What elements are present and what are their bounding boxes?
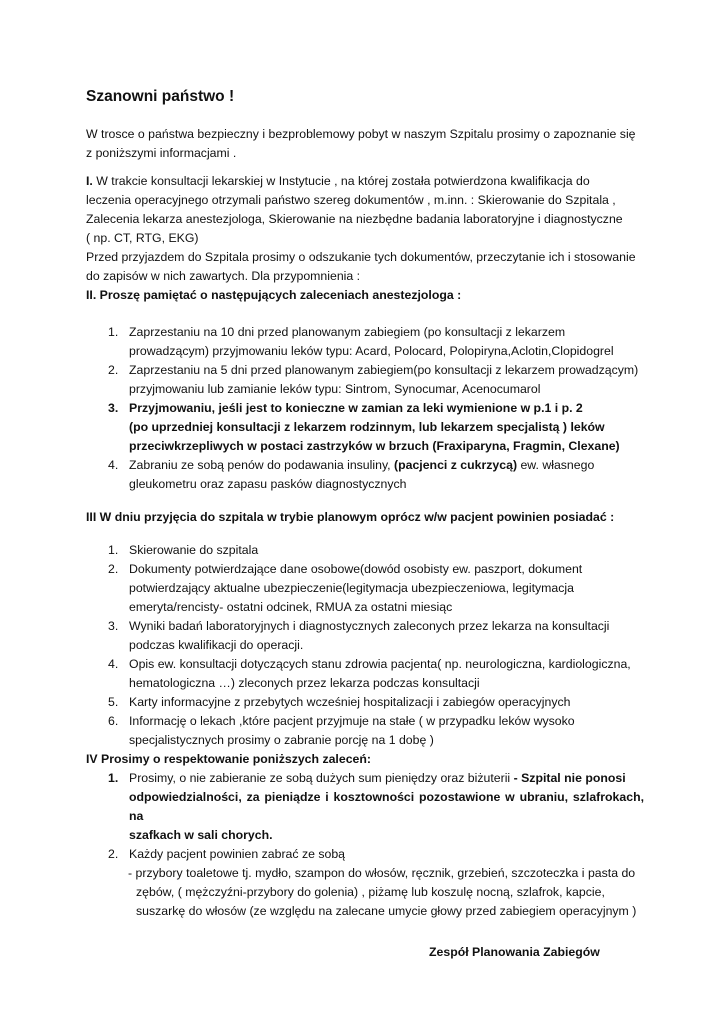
list-item bbox=[86, 617, 644, 655]
belongings-line: suszarkę do włosów (ze względu na zalecane umycie głowy przed zabiegiem operacyjnym ) bbox=[136, 904, 637, 918]
list-number: 4. bbox=[108, 657, 119, 671]
list-item-text: Prosimy, o nie zabieranie ze sobą dużych sum pieniędzy oraz biżuterii bbox=[129, 771, 514, 785]
list-item bbox=[86, 541, 644, 560]
list-item bbox=[86, 769, 644, 845]
list-number: 5. bbox=[108, 695, 119, 709]
section2-list bbox=[86, 323, 644, 494]
list-number: 4. bbox=[108, 458, 119, 472]
section1-line: leczenia operacyjnego otrzymali państwo szereg dokumentów , m.inn. : Skierowanie do Szpitala , bbox=[86, 193, 616, 207]
list-item bbox=[86, 693, 644, 712]
list-item bbox=[86, 399, 644, 456]
list-number: 1. bbox=[108, 325, 119, 339]
liability-note: - Szpital nie ponosi bbox=[513, 771, 626, 785]
section4-list bbox=[86, 769, 644, 864]
section1-line: do zapisów w nich zawartych. Dla przypomnienia : bbox=[86, 269, 361, 283]
section1-roman: I. bbox=[86, 174, 93, 188]
list-item-line: podczas kwalifikacji do operacji. bbox=[129, 638, 304, 652]
list-item-line: gleukometru oraz zapasu pasków diagnostycznych bbox=[129, 477, 407, 491]
list-number: 1. bbox=[108, 543, 119, 557]
list-item-line: Dokumenty potwierdzające dane osobowe(dowód osobisty ew. paszport, dokument bbox=[129, 562, 583, 576]
list-item bbox=[86, 361, 644, 399]
list-item-line: Skierowanie do szpitala bbox=[129, 543, 259, 557]
section4-heading: IV Prosimy o respektowanie poniższych zaleceń: bbox=[86, 752, 371, 766]
diabetes-note: (pacjenci z cukrzycą) bbox=[394, 458, 518, 472]
list-item-line: potwierdzający aktualne ubezpieczenie(legitymacja ubezpieczeniowa, legitymacja bbox=[129, 581, 574, 595]
section2-heading: II. Proszę pamiętać o następujących zaleceniach anestezjologa : bbox=[86, 288, 462, 302]
section1-line: ( np. CT, RTG, EKG) bbox=[86, 231, 199, 245]
list-number: 3. bbox=[108, 401, 119, 415]
list-number: 1. bbox=[108, 771, 119, 785]
intro-line: z poniższymi informacjami . bbox=[86, 146, 237, 160]
list-number: 6. bbox=[108, 714, 119, 728]
list-number: 2. bbox=[108, 363, 119, 377]
list-item-line bbox=[129, 769, 644, 788]
section1-line: Zalecenia lekarza anestezjologa, Skierowanie na niezbędne badania laboratoryjne i diagnostyczne bbox=[86, 212, 623, 226]
list-item-line: przeciwkrzepliwych w postaci zastrzyków w brzuch (Fraxiparyna, Fragmin, Clexane) bbox=[129, 439, 620, 453]
liability-note: szafkach w sali chorych. bbox=[129, 828, 273, 842]
list-item-line: Zaprzestaniu na 10 dni przed planowanym zabiegiem (po konsultacji z lekarzem bbox=[129, 325, 566, 339]
list-item bbox=[86, 456, 644, 494]
signature: Zespół Planowania Zabiegów bbox=[429, 945, 600, 959]
page-title: Szanowni państwo ! bbox=[86, 88, 235, 105]
list-item-line: Każdy pacjent powinien zabrać ze sobą bbox=[129, 847, 346, 861]
list-item-line: prowadzącym) przyjmowaniu leków typu: Acard, Polocard, Polopiryna,Aclotin,Clopidogrel bbox=[129, 344, 614, 358]
list-item-line: Karty informacyjne z przebytych wcześniej hospitalizacji i zabiegów operacyjnych bbox=[129, 695, 571, 709]
list-item bbox=[86, 323, 644, 361]
list-item-text: Zabraniu ze sobą penów do podawania insuliny, bbox=[129, 458, 395, 472]
intro-line: W trosce o państwa bezpieczny i bezproblemowy pobyt w naszym Szpitalu prosimy o zapoznanie się bbox=[86, 127, 636, 141]
list-item-line: Zaprzestaniu na 5 dni przed planowanym zabiegiem(po konsultacji z lekarzem prowadzącym) bbox=[129, 363, 639, 377]
list-item-line: emeryta/rencisty- ostatni odcinek, RMUA za ostatni miesiąc bbox=[129, 600, 453, 614]
section1-line: Przed przyjazdem do Szpitala prosimy o odszukanie tych dokumentów, przeczytanie ich i stosowanie bbox=[86, 250, 636, 264]
list-item bbox=[86, 712, 644, 750]
list-item bbox=[86, 655, 644, 693]
list-number: 2. bbox=[108, 847, 119, 861]
section3-list bbox=[86, 541, 644, 750]
list-item-text: ew. własnego bbox=[517, 458, 595, 472]
section1-line bbox=[86, 172, 644, 191]
liability-note: odpowiedzialności, za pieniądze i kosztowności pozostawione w ubraniu, szlafrokach, na bbox=[129, 790, 644, 823]
list-item-line: Wyniki badań laboratoryjnych i diagnostycznych zaleconych przez lekarza na konsultacji bbox=[129, 619, 610, 633]
list-item-line bbox=[129, 456, 644, 475]
section1-text: W trakcie konsultacji lekarskiej w Instytucie , na której została potwierdzona kwalifikacja do bbox=[92, 174, 590, 188]
list-item bbox=[86, 560, 644, 617]
list-item-line: specjalistycznych prosimy o zabranie porcję na 1 dobę ) bbox=[129, 733, 434, 747]
list-number: 2. bbox=[108, 562, 119, 576]
list-number: 3. bbox=[108, 619, 119, 633]
list-item-line: hematologiczna …) zleconych przez lekarza podczas konsultacji bbox=[129, 676, 480, 690]
belongings-line: zębów, ( mężczyźni-przybory do golenia) , piżamę lub koszulę nocną, szlafrok, kapcie, bbox=[136, 885, 605, 899]
list-item-line: (po uprzedniej konsultacji z lekarzem rodzinnym, lub lekarzem specjalistą ) leków bbox=[129, 420, 605, 434]
list-item-line: Opis ew. konsultacji dotyczących stanu zdrowia pacjenta( np. neurologiczna, kardiologiczna, bbox=[129, 657, 631, 671]
list-item-line: przyjmowaniu lub zamianie leków typu: Sintrom, Synocumar, Acenocumarol bbox=[129, 382, 541, 396]
list-item-line: Informację o lekach ,które pacjent przyjmuje na stałe ( w przypadku leków wysoko bbox=[129, 714, 575, 728]
belongings-line: - przybory toaletowe tj. mydło, szampon do włosów, ręcznik, grzebień, szczoteczka i pasta do bbox=[128, 866, 636, 880]
list-item-line: Przyjmowaniu, jeśli jest to konieczne w zamian za leki wymienione w p.1 i p. 2 bbox=[129, 401, 583, 415]
list-item bbox=[86, 845, 644, 864]
belongings-list bbox=[86, 864, 644, 921]
section3-heading: III W dniu przyjęcia do szpitala w trybie planowym oprócz w/w pacjent powinien posiadać : bbox=[86, 510, 615, 524]
